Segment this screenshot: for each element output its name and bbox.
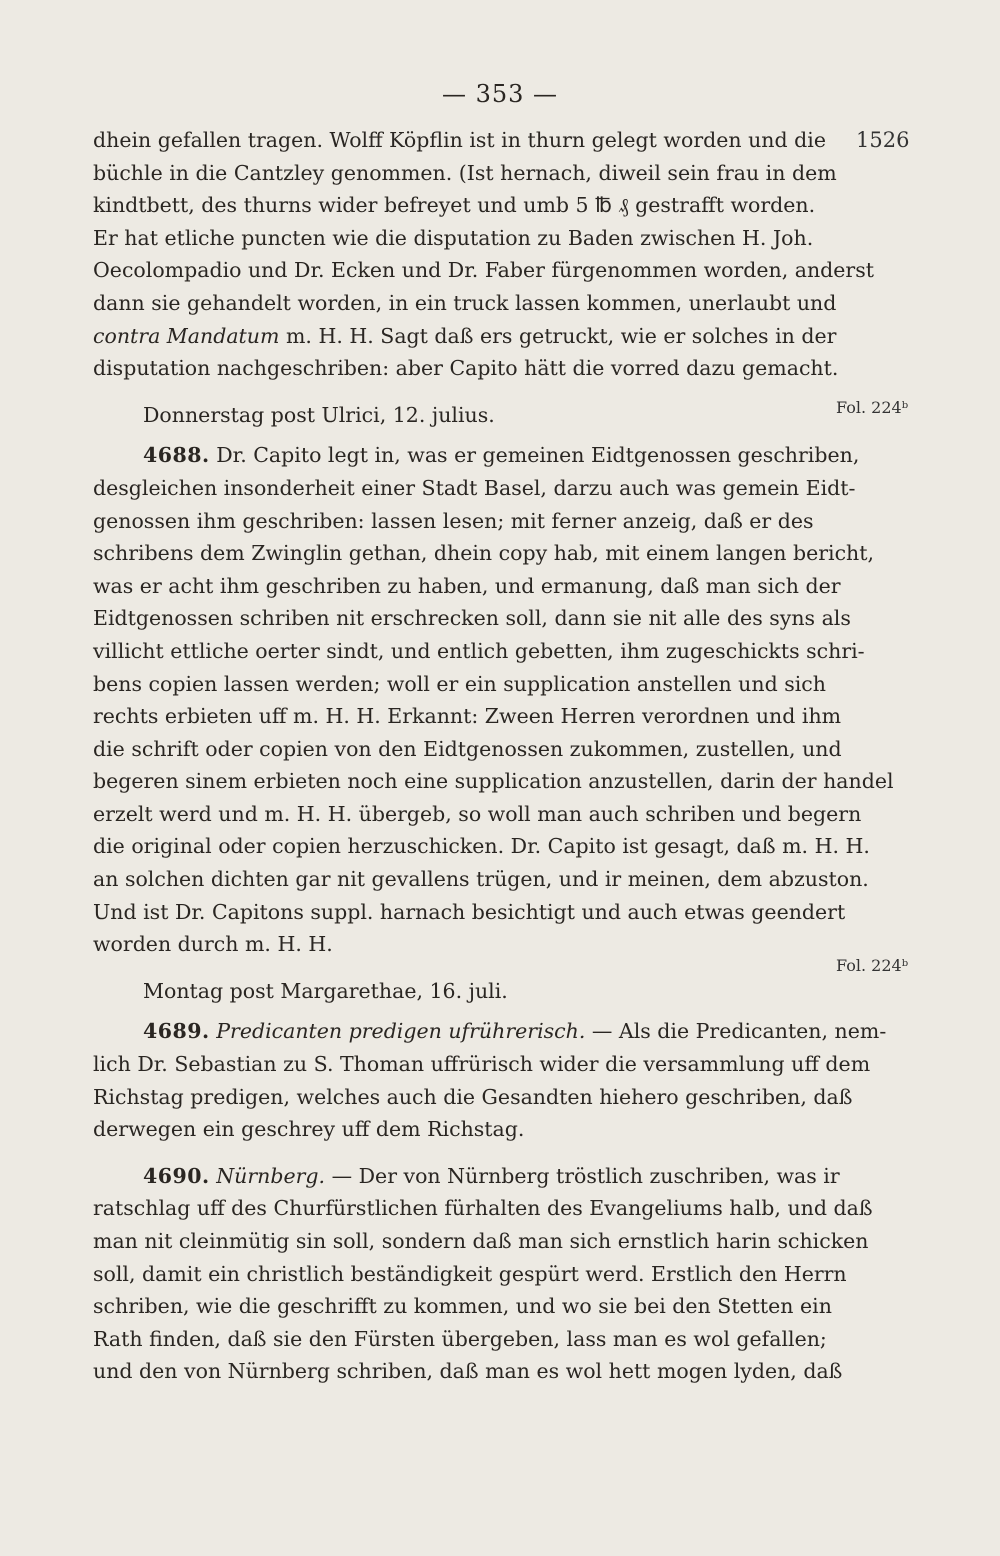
text-line: schriben, wie die geschrifft zu kommen, und wo sie bei den Stetten ein — [93, 1294, 832, 1319]
date-heading: Donnerstag post Ulrici, 12. julius. — [143, 402, 495, 427]
text-line — [93, 1015, 887, 1048]
text-line: lich Dr. Sebastian zu S. Thoman uffrürisch wider die versammlung uff dem — [93, 1052, 871, 1077]
entry-number: 4689. — [143, 1019, 210, 1044]
text-line — [93, 1160, 840, 1193]
entry-number: 4690. — [143, 1163, 210, 1188]
text-line: bens copien lassen werden; woll er ein supplication anstellen und sich — [93, 671, 826, 696]
text-line — [93, 439, 860, 472]
text-segment: — Als die Predicanten, nem- — [591, 1019, 887, 1044]
text-line: soll, damit ein christlich beständigkeit gespürt werd. Erstlich den Herrn — [93, 1261, 847, 1286]
margin-year: 1526 — [856, 128, 910, 152]
text-line: und den von Nürnberg schriben, daß man es wol hett mogen lyden, daß — [93, 1359, 843, 1384]
text-segment: Dr. Capito legt in, was er gemeinen Eidtgenossen geschriben, — [216, 443, 860, 468]
text-line: worden durch m. H. H. — [93, 932, 333, 957]
text-line: rechts erbieten uff m. H. H. Erkannt: Zween Herren verordnen und ihm — [93, 704, 842, 729]
margin-folio-2: Fol. 224ᵇ — [836, 956, 909, 975]
text-line: die schrift oder copien von den Eidtgenossen zukommen, zustellen, und — [93, 736, 842, 761]
text-line: Richstag predigen, welches auch die Gesandten hiehero geschriben, daß — [93, 1084, 853, 1109]
text-line: genossen ihm geschriben: lassen lesen; mit ferner anzeig, daß er des — [93, 508, 814, 533]
text-line: villicht ettliche oerter sindt, und entlich gebetten, ihm zugeschickts schri- — [93, 638, 865, 663]
text-line: kindtbett, des thurns wider befreyet und umb 5 ℔ ₰ gestrafft worden. — [93, 193, 816, 218]
text-line: Rath finden, daß sie den Fürsten übergeben, lass man es wol gefallen; — [93, 1326, 827, 1351]
text-line: Oecolompadio und Dr. Ecken und Dr. Faber fürgenommen worden, anderst — [93, 258, 874, 283]
text-line: man nit cleinmütig sin soll, sondern daß man sich ernstlich harin schicken — [93, 1229, 869, 1253]
text-line: dhein gefallen tragen. Wolff Köpflin ist in thurn gelegt worden und die — [93, 128, 826, 152]
text-segment: m. H. H. Sagt daß ers getruckt, wie er solches in der — [285, 323, 837, 348]
entry-number: 4688. — [143, 443, 210, 468]
text-line: disputation nachgeschriben: aber Capito hätt die vorred dazu gemacht. — [93, 356, 839, 381]
text-line: derwegen ein geschrey uff dem Richstag. — [93, 1117, 525, 1142]
text-line: büchle in die Cantzley genommen. (Ist hernach, diweil sein frau in dem — [93, 160, 837, 185]
text-line: desgleichen insonderheit einer Stadt Basel, darzu auch was gemein Eidt- — [93, 475, 856, 500]
text-line: Er hat etliche puncten wie die disputation zu Baden zwischen H. Joh. — [93, 225, 814, 250]
text-line: Eidtgenossen schriben nit erschrecken soll, dann sie nit alle des syns als — [93, 606, 851, 631]
entry-topic: Predicanten predigen ufrührerisch. — [216, 1019, 586, 1044]
text-line: begeren sinem erbieten noch eine supplication anzustellen, darin der handel — [93, 769, 894, 794]
text-line: erzelt werd und m. H. H. übergeb, so woll man auch schriben und begern — [93, 801, 862, 826]
entry-topic: Nürnberg. — [216, 1163, 326, 1188]
page-number: — 353 — — [441, 80, 559, 108]
text-line: die original oder copien herzuschicken. Dr. Capito ist gesagt, daß m. H. H. — [93, 834, 870, 859]
text-line: an solchen dichten gar nit gevallens trügen, und ir meinen, dem abzuston. — [93, 867, 869, 892]
text-line: dann sie gehandelt worden, in ein truck lassen kommen, unerlaubt und — [93, 290, 837, 315]
text-line: schribens dem Zwinglin gethan, dhein copy hab, mit einem langen bericht, — [93, 541, 875, 566]
text-line: Und ist Dr. Capitons suppl. harnach besichtigt und auch etwas geendert — [93, 899, 846, 924]
date-heading: Montag post Margarethae, 16. juli. — [143, 978, 508, 1003]
text-line — [93, 320, 837, 353]
text-line: was er acht ihm geschriben zu haben, und ermanung, daß man sich der — [93, 573, 841, 598]
margin-folio-1: Fol. 224ᵇ — [836, 398, 909, 417]
text-segment: — Der von Nürnberg tröstlich zuschriben, was ir — [331, 1163, 840, 1188]
italic-phrase: contra Mandatum — [93, 323, 280, 348]
text-line: ratschlag uff des Churfürstlichen fürhalten des Evangeliums halb, und daß — [93, 1196, 873, 1221]
